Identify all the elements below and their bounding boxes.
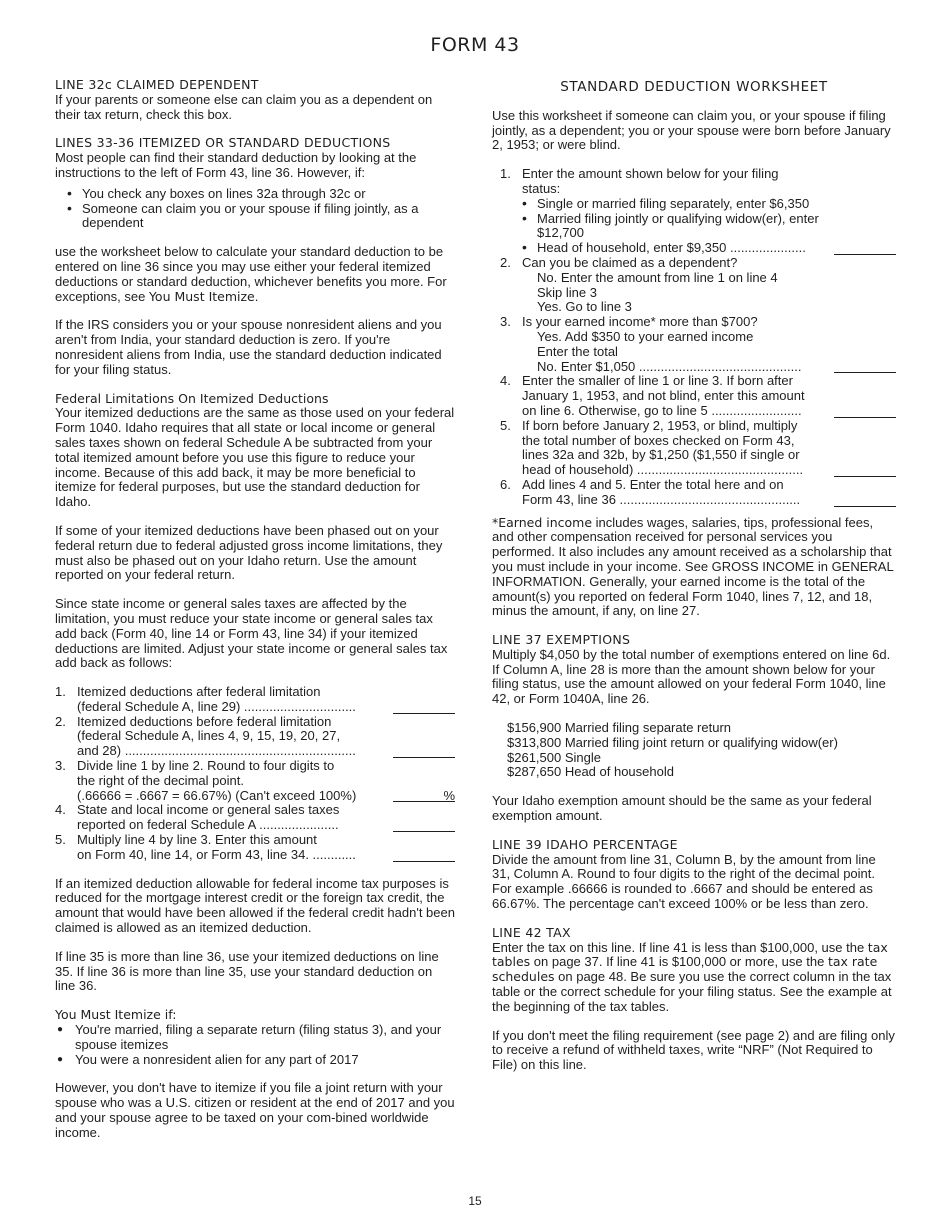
- paragraph: If an itemized deduction allowable for federal income tax purposes is reduced for the mortgage interest credit or the foreign tax credit, the amount that would have been allowed if the federal credit hadn't been claimed is allowed as an itemized deduction.: [55, 875, 455, 936]
- text: .: [254, 288, 259, 304]
- list-item: ● You're married, filing a separate return (filing status 3), and your spouse itemizes: [55, 1023, 455, 1053]
- text: on page 48. Be sure you use the correct column in the tax table or the correct schedule for your filing status. See the example at the beginning of the tax tables.: [492, 969, 892, 1014]
- worksheet-line-6: [500, 478, 896, 508]
- section-heading-federal-limitations: Federal Limitations On Itemized Deductions: [55, 390, 329, 406]
- line-text: Multiply line 4 by line 3. Enter this amount: [77, 832, 317, 848]
- list-item: • Single or married filing separately, enter $6,350: [522, 197, 824, 212]
- earned-income-note: [492, 516, 896, 620]
- paragraph: If the IRS considers you or your spouse nonresident aliens and you aren't from India, your standard deduction is zero. If you're nonresident aliens from India, use the standard deduction indicated for your filing status.: [55, 317, 442, 377]
- filing-status-list: [522, 197, 824, 256]
- paragraph: Most people can find their standard deduction by looking at the instructions to the left of Form 43, line 36. However, if:: [55, 150, 417, 180]
- line-number: 3.: [55, 758, 66, 774]
- line-number: 5.: [500, 417, 511, 433]
- section-heading-line-32c: LINE 32c CLAIMED DEPENDENT: [55, 77, 259, 92]
- page-title: FORM 43: [430, 34, 520, 56]
- paragraph: Since state income or general sales taxes are affected by the limitation, you must reduce your state income or general sales tax add back (Form 40, line 14 or Form 43, line 34) if your itemized deductions are limited. Adjust your state income or general sales tax add back as follows:: [55, 596, 448, 671]
- line-number: 5.: [55, 832, 66, 848]
- tax-rate-schedules-reference: tax rate schedules: [492, 954, 878, 985]
- text: on page 37. If line 41 is $100,000 or more, use the: [530, 954, 828, 970]
- list-item: • Married filing jointly or qualifying widow(er), enter $12,700: [522, 212, 824, 242]
- bullet-list: [55, 1023, 455, 1067]
- paragraph: However, you don't have to itemize if you file a joint return with your spouse who was a U.S. citizen or resident at the end of 2017 and you and your spouse agree to be taxed on your com-bined worldwide income.: [55, 1080, 455, 1140]
- line-text: Divide line 1 by line 2. Round to four digits to: [77, 758, 335, 774]
- list-item: $261,500 Single: [507, 749, 601, 765]
- entry-blank[interactable]: [834, 464, 896, 477]
- paragraph: If you don't meet the filing requirement (see page 2) and are filing only to receive a refund of withheld taxes, write “NRF” (Not Required to File) on this line.: [492, 1027, 895, 1073]
- entry-blank[interactable]: [393, 745, 455, 758]
- worksheet-title: STANDARD DEDUCTION WORKSHEET: [560, 79, 828, 95]
- line-number: 4.: [500, 373, 511, 389]
- worksheet-line-1: [500, 167, 896, 256]
- text: use the worksheet below to calculate your standard deduction to be entered on line 36 since you may use either your federal itemized deductions or standard deduction, whichever benefits you more. For exceptions, see: [55, 244, 447, 304]
- line-number: 2.: [500, 254, 511, 270]
- entry-blank[interactable]: [834, 494, 896, 507]
- line-text: Enter the total: [537, 343, 618, 359]
- earned-income-term: *Earned income: [492, 514, 593, 530]
- entry-blank[interactable]: [834, 405, 896, 418]
- line-text: Itemized deductions before federal limitation: [77, 713, 332, 729]
- section-heading-line-42: LINE 42 TAX: [492, 924, 571, 940]
- line-text: reported on federal Schedule A ......................: [77, 817, 339, 833]
- paragraph: Use this worksheet if someone can claim you, or your spouse if filing jointly, as a dependent; you or your spouse were born before January 2, 1953; or were blind.: [492, 107, 891, 153]
- list-item: $156,900 Married filing separate return: [507, 720, 732, 736]
- line-text: January 1, 1953, and not blind, enter this amount: [522, 388, 805, 404]
- standard-deduction-worksheet: [492, 167, 896, 507]
- text: Enter the tax on this line. If line 41 is less than $100,000, use the: [492, 939, 868, 955]
- worksheet-line-3: [55, 759, 455, 803]
- line-number: 4.: [55, 802, 66, 818]
- entry-blank[interactable]: [393, 701, 455, 714]
- entry-blank[interactable]: [393, 849, 455, 862]
- right-column: [492, 78, 896, 1073]
- line-text: State and local income or general sales taxes: [77, 802, 340, 818]
- worksheet-line-4: [55, 803, 455, 833]
- paragraph: If some of your itemized deductions have been phased out on your federal return due to federal adjusted gross income limitations, they must also be phased out on your Idaho return. Use the amount reported on your federal return.: [55, 522, 443, 583]
- entry-blank[interactable]: [393, 819, 455, 832]
- worksheet-line-5: [55, 833, 455, 863]
- line-number: 1.: [55, 684, 66, 700]
- text: includes wages, salaries, tips, professional fees, and other compensation received for personal services you performed. It also includes any amount received as a scholarship that you must include in your income. See GROSS INCOME in GENERAL INFORMATION. Generally, your earned income is the total of the amount(s) you reported on federal Form 1040, lines 7, 12, and 18, minus the amount, if any, on line 27.: [492, 514, 894, 619]
- line-text: the total number of boxes checked on Form 43,: [522, 432, 795, 448]
- sales-tax-worksheet: [55, 685, 455, 863]
- line-text: on line 6. Otherwise, go to line 5 .........................: [522, 402, 802, 418]
- line-text: Yes. Add $350 to your earned income: [537, 328, 754, 344]
- you-must-itemize-reference: You Must Itemize: [148, 288, 255, 304]
- line-number: 1.: [500, 166, 511, 182]
- worksheet-line-2: [500, 256, 896, 315]
- line-text: (.66666 = .6667 = 66.67%) (Can't exceed 100%): [77, 787, 357, 803]
- tax-tables-reference: tax tables: [492, 939, 888, 970]
- section-heading-line-37: LINE 37 EXEMPTIONS: [492, 632, 631, 648]
- section-heading-you-must-itemize: You Must Itemize if:: [55, 1007, 177, 1023]
- worksheet-line-4: [500, 374, 896, 418]
- paragraph: Divide the amount from line 31, Column B, by the amount from line 31, Column A. Round to four digits to the right of the decimal point. For example .66666 is rounded to .6667 and should be entered as 66.67%. The percentage can't exceed 100% or be less than zero.: [492, 851, 876, 912]
- paragraph: Multiply $4,050 by the total number of exemptions entered on line 6d. If Column A, line 28 is more than the amount shown below for your filing status, use the amount allowed on your federal Form 1040, line 42, or Form 1040A, line 26.: [492, 646, 891, 707]
- line-number: 6.: [500, 476, 511, 492]
- line-text: No. Enter the amount from line 1 on line 4: [537, 269, 778, 285]
- worksheet-line-1: [55, 685, 455, 715]
- line-text: on Form 40, line 14, or Form 43, line 34. ............: [77, 846, 356, 862]
- worksheet-line-5: [500, 419, 896, 478]
- paragraph: Your Idaho exemption amount should be the same as your federal exemption amount.: [492, 793, 872, 824]
- worksheet-line-2: [55, 715, 455, 759]
- list-item: • Someone can claim you or your spouse if filing jointly, as a dependent: [65, 202, 455, 232]
- list-item: • You check any boxes on lines 32a through 32c or: [65, 187, 455, 202]
- section-heading-line-39: LINE 39 IDAHO PERCENTAGE: [492, 836, 678, 852]
- exemption-thresholds-list: [492, 721, 896, 780]
- paragraph: [55, 245, 455, 304]
- line-text: Is your earned income* more than $700?: [522, 314, 758, 330]
- left-column: [55, 78, 455, 1141]
- line-text: and 28) ................................................................: [77, 743, 356, 759]
- line-text: the right of the decimal point.: [77, 772, 244, 788]
- percent-entry-blank[interactable]: [393, 789, 455, 802]
- line-text: Itemized deductions after federal limitation: [77, 684, 321, 700]
- worksheet-line-3: [500, 315, 896, 374]
- line-text: Add lines 4 and 5. Enter the total here and on: [522, 476, 784, 492]
- percent-sign: %: [443, 788, 455, 804]
- line-text: (federal Schedule A, line 29) ...............................: [77, 698, 356, 714]
- entry-blank[interactable]: [834, 360, 896, 373]
- line-text: head of household) ..............................................: [522, 462, 804, 478]
- paragraph: [492, 941, 896, 1015]
- line-number: 2.: [55, 713, 66, 729]
- line-text: lines 32a and 32b, by $1,250 ($1,550 if single or: [522, 447, 800, 463]
- line-text: No. Enter $1,050 .............................................: [537, 358, 802, 374]
- paragraph: If your parents or someone else can claim you as a dependent on their tax return, check this box.: [55, 91, 433, 122]
- list-item: ● You were a nonresident alien for any part of 2017: [55, 1053, 455, 1068]
- paragraph: If line 35 is more than line 36, use your itemized deductions on line 35. If line 36 is more than line 35, use your standard deduction on line 36.: [55, 948, 439, 994]
- entry-blank[interactable]: [834, 242, 896, 255]
- line-text: Yes. Go to line 3: [537, 299, 632, 315]
- paragraph: Your itemized deductions are the same as those used on your federal Form 1040. Idaho requires that all state or local income or general sales taxes shown on federal Schedule A be subtracted from your total itemized amount before you use this figure to reduce your income. Because of this add back, it may be more beneficial to itemize for federal purposes, but use the standard deduction for Idaho.: [55, 405, 455, 510]
- section-heading-lines-33-36: LINES 33-36 ITEMIZED OR STANDARD DEDUCTIONS: [55, 135, 391, 151]
- line-text: status:: [522, 180, 561, 196]
- line-text: (federal Schedule A, lines 4, 9, 15, 19, 20, 27,: [77, 728, 341, 744]
- line-text: Form 43, line 36 ..................................................: [522, 491, 801, 507]
- list-item: $287,650 Head of household: [507, 764, 674, 780]
- list-item: $313,800 Married filing joint return or qualifying widow(er): [507, 734, 838, 750]
- line-text: If born before January 2, 1953, or blind, multiply: [522, 417, 798, 433]
- line-text: Skip line 3: [537, 284, 597, 300]
- list-item: • Head of household, enter $9,350 .....................: [522, 241, 824, 256]
- line-number: 3.: [500, 314, 511, 330]
- line-text: Enter the amount shown below for your filing: [522, 166, 779, 182]
- bullet-list: [55, 187, 455, 231]
- line-text: Enter the smaller of line 1 or line 3. If born after: [522, 373, 793, 389]
- line-text: Can you be claimed as a dependent?: [522, 254, 738, 270]
- page-number: 15: [468, 1194, 482, 1208]
